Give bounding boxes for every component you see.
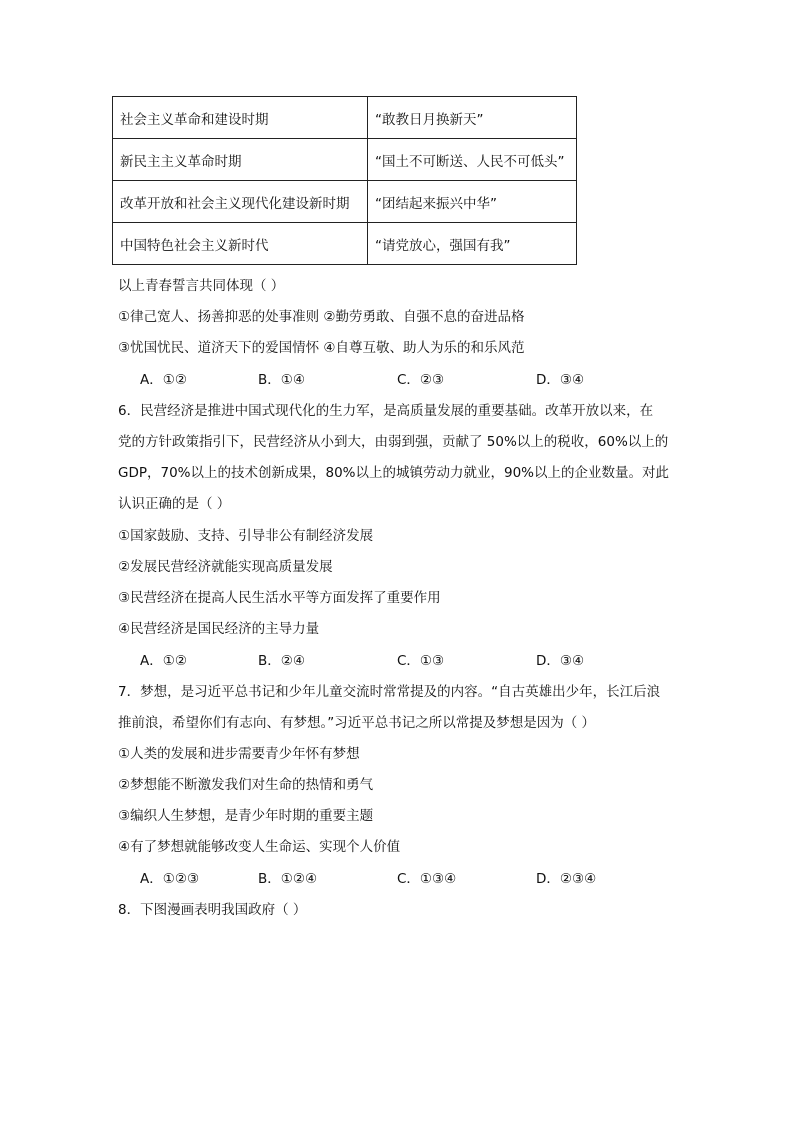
q5-items-line1: ①律己宽人、扬善抑恶的处事准则 ②勤劳勇敢、自强不息的奋进品格	[118, 309, 525, 325]
option-d[interactable]: D．②③④	[536, 871, 597, 887]
q6-stem-line4: 认识正确的是（ ）	[118, 496, 231, 512]
period-cell: 改革开放和社会主义现代化建设新时期	[113, 181, 368, 223]
q7-stem-line2: 推前浪，希望你们有志向、有梦想。”习近平总书记之所以常提及梦想是因为（ ）	[118, 715, 596, 731]
option-c[interactable]: C．②③	[397, 372, 445, 388]
motto-cell: “请党放心，强国有我”	[368, 223, 577, 265]
q7-item-2: ②梦想能不断激发我们对生命的热情和勇气	[118, 777, 374, 793]
motto-cell: “敢教日月换新天”	[368, 97, 577, 139]
option-d[interactable]: D．③④	[536, 372, 585, 388]
option-b[interactable]: B．①②④	[258, 871, 318, 887]
option-d[interactable]: D．③④	[536, 653, 585, 669]
period-cell: 社会主义革命和建设时期	[113, 97, 368, 139]
option-a[interactable]: A．①②	[140, 653, 187, 669]
q6-stem-line2: 党的方针政策指引下，民营经济从小到大，由弱到强，贡献了 50%以上的税收，60%以上的	[118, 434, 669, 450]
youth-oath-table	[112, 96, 577, 265]
q7-item-3: ③编织人生梦想，是青少年时期的重要主题	[118, 808, 374, 824]
table-row	[113, 223, 577, 265]
q7-item-4: ④有了梦想就能够改变人生命运、实现个人价值	[118, 839, 401, 855]
option-a[interactable]: A．①②	[140, 372, 187, 388]
q6-item-3: ③民营经济在提高人民生活水平等方面发挥了重要作用	[118, 590, 441, 606]
q6-stem-line3: GDP，70%以上的技术创新成果，80%以上的城镇劳动力就业，90%以上的企业数量。对此	[118, 465, 670, 481]
option-b[interactable]: B．①④	[258, 372, 305, 388]
q7-stem-line1: 7．梦想，是习近平总书记和少年儿童交流时常常提及的内容。“自古英雄出少年，长江后浪	[118, 684, 661, 700]
q6-item-4: ④民营经济是国民经济的主导力量	[118, 621, 320, 637]
q5-stem: 以上青春誓言共同体现（ ）	[118, 278, 285, 294]
table-row	[113, 97, 577, 139]
option-a[interactable]: A．①②③	[140, 871, 200, 887]
q5-items-line2: ③忧国忧民、道济天下的爱国情怀 ④自尊互敬、助人为乐的和乐风范	[118, 340, 525, 356]
motto-cell: “国土不可断送、人民不可低头”	[368, 139, 577, 181]
q7-item-1: ①人类的发展和进步需要青少年怀有梦想	[118, 746, 360, 762]
table-row	[113, 181, 577, 223]
table-row	[113, 139, 577, 181]
period-cell: 新民主主义革命时期	[113, 139, 368, 181]
period-cell: 中国特色社会主义新时代	[113, 223, 368, 265]
q8-stem: 8．下图漫画表明我国政府（ ）	[118, 902, 307, 918]
option-c[interactable]: C．①③④	[397, 871, 457, 887]
q6-stem-line1: 6．民营经济是推进中国式现代化的生力军，是高质量发展的重要基础。改革开放以来，在	[118, 403, 654, 419]
option-c[interactable]: C．①③	[397, 653, 445, 669]
q6-item-1: ①国家鼓励、支持、引导非公有制经济发展	[118, 528, 374, 544]
q6-item-2: ②发展民营经济就能实现高质量发展	[118, 559, 333, 575]
motto-cell: “团结起来振兴中华”	[368, 181, 577, 223]
option-b[interactable]: B．②④	[258, 653, 305, 669]
